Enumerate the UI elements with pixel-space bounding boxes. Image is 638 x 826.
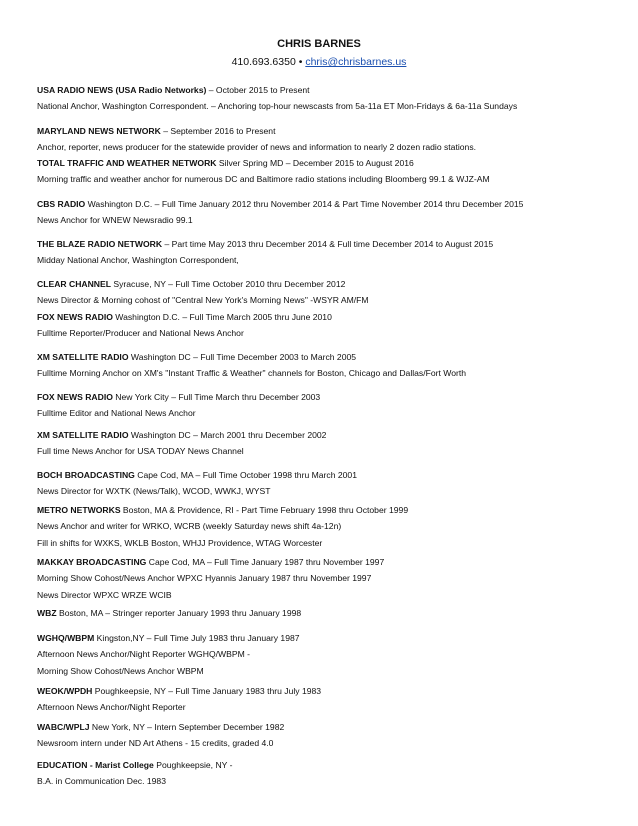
entry-heading bbox=[37, 123, 607, 139]
experience-entry bbox=[37, 82, 607, 115]
entry-organization: BOCH BROADCASTING bbox=[37, 470, 135, 480]
entry-dates: Syracuse, NY – Full Time October 2010 thru December 2012 bbox=[111, 279, 346, 289]
entry-description: Anchor, reporter, news producer for the statewide provider of news and information to nearly 2 dozen radio stations. bbox=[37, 142, 477, 153]
email-link[interactable]: chris@chrisbarnes.us bbox=[305, 56, 407, 68]
experience-entry bbox=[37, 427, 607, 460]
entry-description: Midday National Anchor, Washington Correspondent, bbox=[37, 255, 239, 266]
entry-heading bbox=[37, 196, 607, 212]
entry-dates: Washington D.C. – Full Time March 2005 thru June 2010 bbox=[112, 312, 332, 322]
entry-dates: Poughkeepsie, NY - bbox=[153, 760, 233, 770]
entry-heading bbox=[37, 554, 607, 570]
entry-description: Morning traffic and weather anchor for numerous DC and Baltimore radio stations including Bloomberg 99.1 & WJZ-AM bbox=[37, 174, 490, 185]
entry-dates: Washington DC – March 2001 thru December 2002 bbox=[128, 430, 327, 440]
entry-organization: CLEAR CHANNEL bbox=[37, 279, 111, 289]
entry-organization: FOX NEWS RADIO bbox=[37, 392, 113, 402]
experience-entry bbox=[37, 196, 607, 229]
entry-organization: FOX NEWS RADIO bbox=[37, 312, 113, 322]
entry-organization: XM SATELLITE RADIO bbox=[37, 430, 129, 440]
entry-dates: Silver Spring MD – December 2015 to August 2016 bbox=[216, 158, 414, 168]
entry-description: News Director WPXC WRZE WCIB bbox=[37, 589, 172, 600]
experience-entry bbox=[37, 389, 607, 422]
entry-organization: USA RADIO NEWS (USA Radio Networks) bbox=[37, 85, 207, 95]
entry-description: Afternoon News Anchor/Night Reporter WGHQ/WBPM - bbox=[37, 649, 251, 660]
entry-organization: WBZ bbox=[37, 608, 57, 618]
experience-entry bbox=[37, 757, 607, 790]
entry-dates: Poughkeepsie, NY – Full Time January 1983 thru July 1983 bbox=[92, 686, 322, 696]
entry-description: News Director & Morning cohost of "Central New York's Morning News" -WSYR AM/FM bbox=[37, 295, 369, 306]
experience-entry bbox=[37, 123, 607, 156]
experience-entry bbox=[37, 502, 607, 551]
entry-description: News Anchor for WNEW Newsradio 99.1 bbox=[37, 215, 193, 226]
entry-description: Afternoon News Anchor/Night Reporter bbox=[37, 702, 186, 713]
entry-dates: – October 2015 to Present bbox=[206, 85, 310, 95]
entry-dates: Cape Cod, MA – Full Time October 1998 thru March 2001 bbox=[134, 470, 357, 480]
entry-dates: – September 2016 to Present bbox=[160, 126, 276, 136]
entry-description: Fulltime Morning Anchor on XM's "Instant Traffic & Weather" channels for Boston, Chicago and Dallas/Fort Worth bbox=[37, 368, 467, 379]
entry-dates: New York City – Full Time March thru December 2003 bbox=[112, 392, 321, 402]
entry-organization: CBS RADIO bbox=[37, 199, 86, 209]
entry-heading bbox=[37, 427, 607, 443]
entry-organization: MARYLAND NEWS NETWORK bbox=[37, 126, 161, 136]
entry-heading bbox=[37, 757, 607, 773]
entry-organization: WABC/WPLJ bbox=[37, 722, 90, 732]
entry-description: Fulltime Editor and National News Anchor bbox=[37, 408, 196, 419]
entry-dates: Kingston,NY – Full Time July 1983 thru January 1987 bbox=[94, 633, 300, 643]
entry-dates: Washington D.C. – Full Time January 2012 thru November 2014 & Part Time November 2014 thru December 2015 bbox=[85, 199, 524, 209]
entry-description: News Director for WXTK (News/Talk), WCOD, WWKJ, WYST bbox=[37, 486, 271, 497]
entry-organization: WGHQ/WBPM bbox=[37, 633, 95, 643]
entry-heading bbox=[37, 630, 607, 646]
entry-heading bbox=[37, 683, 607, 699]
entry-heading bbox=[37, 155, 607, 171]
experience-entry bbox=[37, 309, 607, 342]
contact-line bbox=[0, 55, 638, 69]
experience-entry bbox=[37, 236, 607, 269]
entry-organization: THE BLAZE RADIO NETWORK bbox=[37, 239, 163, 249]
entry-description: Fulltime Reporter/Producer and National News Anchor bbox=[37, 328, 244, 339]
experience-entry bbox=[37, 683, 607, 716]
entry-organization: EDUCATION - Marist College bbox=[37, 760, 154, 770]
contact-separator: • bbox=[295, 56, 306, 68]
entry-description: Morning Show Cohost/News Anchor WBPM bbox=[37, 665, 204, 676]
entry-heading bbox=[37, 389, 607, 405]
entry-description: National Anchor, Washington Correspondent. – Anchoring top-hour newscasts from 5a-11a ET Mon-Fridays & 6a-11a Sundays bbox=[37, 101, 518, 112]
entry-description: Newsroom intern under ND Art Athens - 15 credits, graded 4.0 bbox=[37, 738, 274, 749]
entry-heading bbox=[37, 349, 607, 365]
entry-dates: New York, NY – Intern September December 1982 bbox=[89, 722, 285, 732]
entry-heading bbox=[37, 719, 607, 735]
entry-description: Morning Show Cohost/News Anchor WPXC Hyannis January 1987 thru November 1997 bbox=[37, 573, 372, 584]
entry-organization: XM SATELLITE RADIO bbox=[37, 352, 129, 362]
experience-entry bbox=[37, 719, 607, 752]
experience-entry bbox=[37, 155, 607, 188]
entry-description: News Anchor and writer for WRKO, WCRB (weekly Saturday news shift 4a-12n) bbox=[37, 521, 342, 532]
entry-organization: METRO NETWORKS bbox=[37, 505, 121, 515]
entry-organization: WEOK/WPDH bbox=[37, 686, 93, 696]
experience-entry bbox=[37, 605, 607, 621]
entry-heading bbox=[37, 605, 607, 621]
entry-description: Fill in shifts for WXKS, WKLB Boston, WHJJ Providence, WTAG Worcester bbox=[37, 537, 323, 548]
entry-heading bbox=[37, 276, 607, 292]
entry-heading bbox=[37, 82, 607, 98]
entry-heading bbox=[37, 502, 607, 518]
entry-organization: MAKKAY BROADCASTING bbox=[37, 557, 147, 567]
entry-heading bbox=[37, 236, 607, 252]
experience-entry bbox=[37, 554, 607, 603]
phone-number: 410.693.6350 bbox=[231, 56, 296, 68]
experience-entry bbox=[37, 467, 607, 500]
entry-heading bbox=[37, 309, 607, 325]
experience-entry bbox=[37, 630, 607, 679]
entry-organization: TOTAL TRAFFIC AND WEATHER NETWORK bbox=[37, 158, 217, 168]
entry-description: Full time News Anchor for USA TODAY News Channel bbox=[37, 446, 244, 457]
entry-dates: Cape Cod, MA – Full Time January 1987 thru November 1997 bbox=[146, 557, 385, 567]
entry-dates: Boston, MA – Stringer reporter January 1993 thru January 1998 bbox=[56, 608, 302, 618]
entry-dates: Boston, MA & Providence, RI - Part Time February 1998 thru October 1999 bbox=[120, 505, 409, 515]
entry-dates: – Part time May 2013 thru December 2014 & Full time December 2014 to August 2015 bbox=[162, 239, 494, 249]
resume-name: CHRIS BARNES bbox=[277, 38, 361, 50]
entry-description: B.A. in Communication Dec. 1983 bbox=[37, 776, 166, 787]
entry-heading bbox=[37, 467, 607, 483]
experience-entry bbox=[37, 349, 607, 382]
experience-entry bbox=[37, 276, 607, 309]
entry-dates: Washington DC – Full Time December 2003 to March 2005 bbox=[128, 352, 357, 362]
